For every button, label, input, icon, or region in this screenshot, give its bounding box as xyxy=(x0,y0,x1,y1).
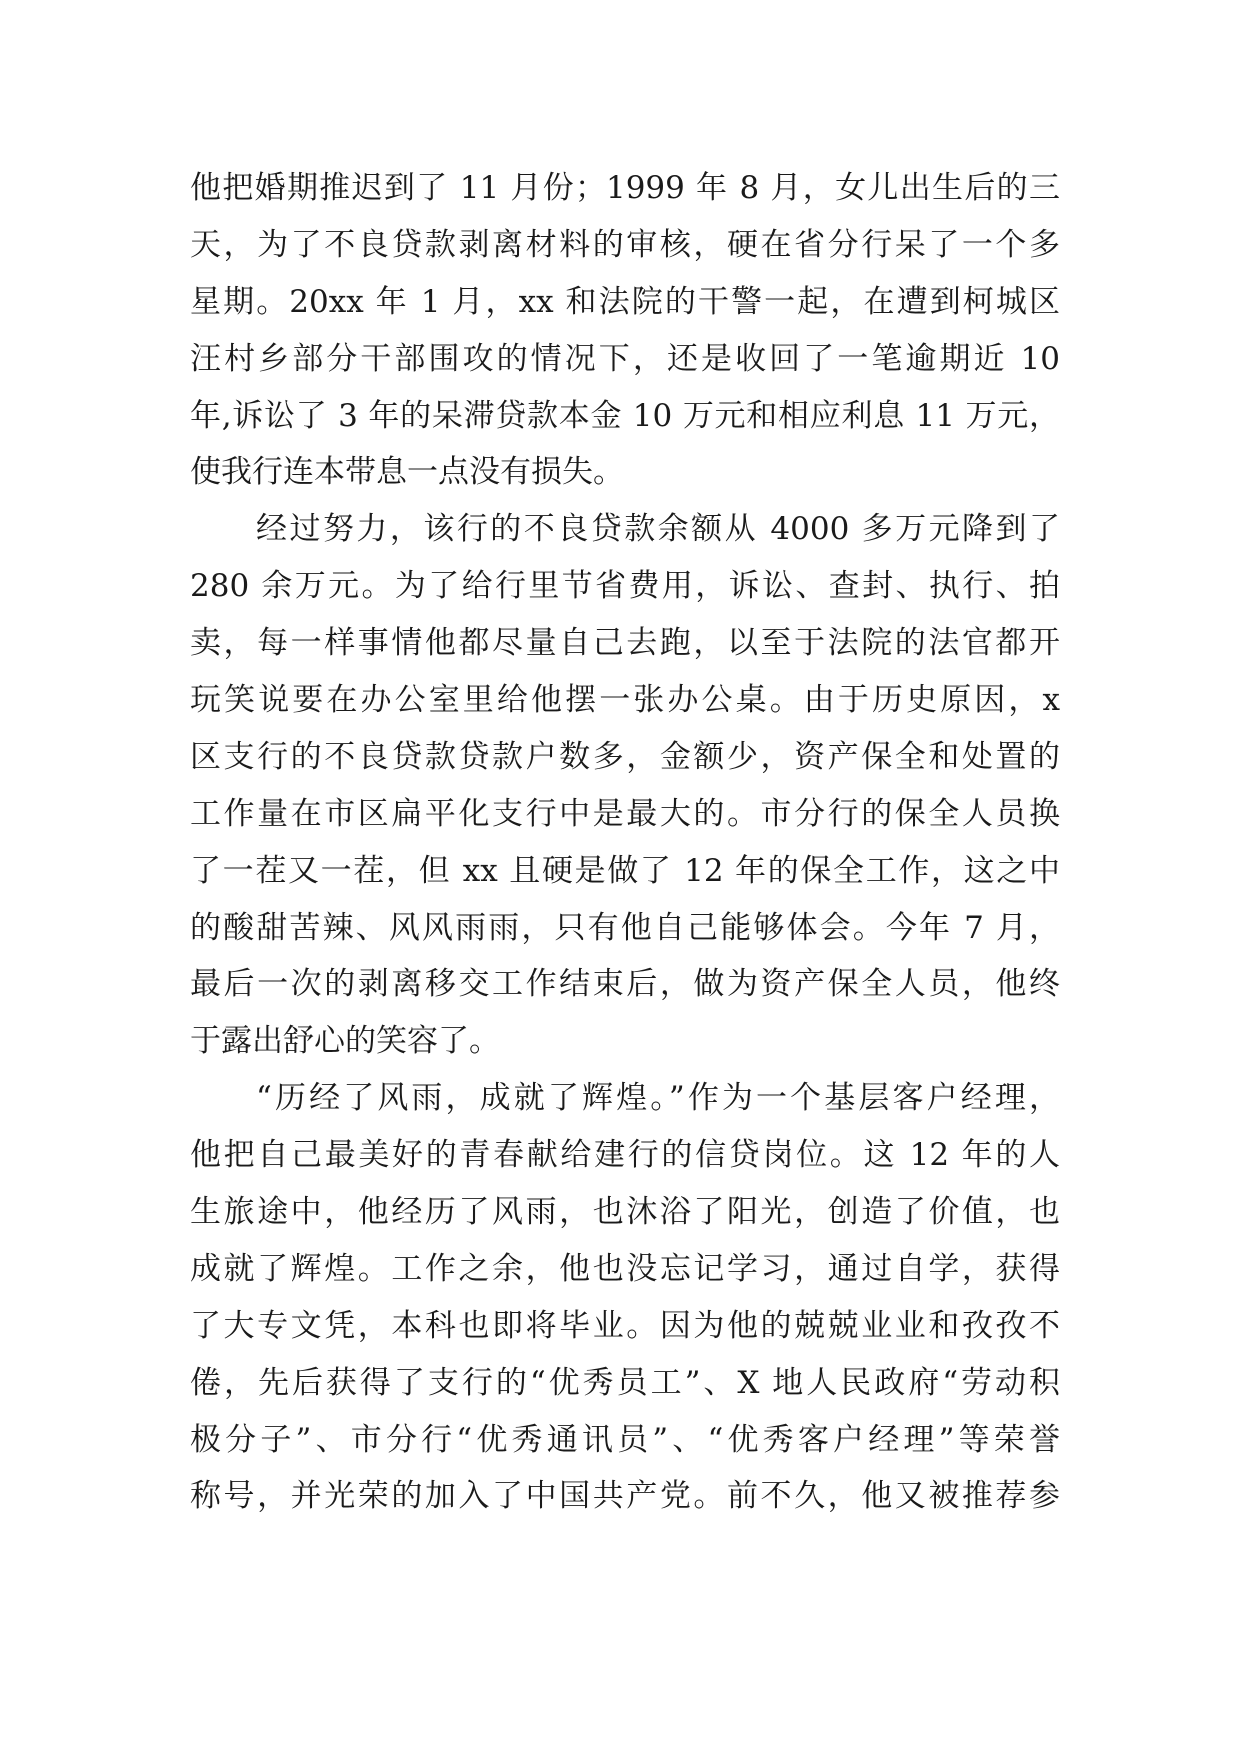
text-line: 极分子”、市分行“优秀通讯员”、“优秀客户经理”等荣誉 xyxy=(190,1421,1060,1458)
text-line: 的酸甜苦辣、风风雨雨，只有他自己能够体会。今年 7 月， xyxy=(190,909,1060,946)
text-line: 倦，先后获得了支行的“优秀员工”、X 地人民政府“劳动积 xyxy=(190,1364,1060,1401)
text-line: 成就了辉煌。工作之余，他也没忘记学习，通过自学，获得 xyxy=(190,1250,1060,1287)
text-line: 星期。20xx 年 1 月，xx 和法院的干警一起，在遭到柯城区 xyxy=(190,283,1060,320)
text-line: 天，为了不良贷款剥离材料的审核，硬在省分行呆了一个多 xyxy=(190,226,1060,263)
paragraph-2 xyxy=(190,501,1060,1070)
text-line: 卖，每一样事情他都尽量自己去跑，以至于法院的法官都开 xyxy=(190,625,1060,662)
body-text xyxy=(190,160,1060,1525)
text-line: 了一茬又一茬，但 xx 且硬是做了 12 年的保全工作，这之中 xyxy=(190,852,1060,889)
text-line: 工作量在市区扁平化支行中是最大的。市分行的保全人员换 xyxy=(190,795,1060,832)
text-line: 生旅途中，他经历了风雨，也沐浴了阳光，创造了价值，也 xyxy=(190,1194,1060,1231)
paragraph-3 xyxy=(190,1070,1060,1525)
paragraph-1 xyxy=(190,160,1060,501)
text-line: 区支行的不良贷款贷款户数多，金额少，资产保全和处置的 xyxy=(190,738,1060,775)
text-line: “历经了风雨，成就了辉煌。”作为一个基层客户经理， xyxy=(256,1080,1060,1117)
text-line: 了大专文凭，本科也即将毕业。因为他的兢兢业业和孜孜不 xyxy=(190,1307,1060,1344)
text-line: 经过努力，该行的不良贷款余额从 4000 多万元降到了 xyxy=(256,511,1060,548)
text-line: 汪村乡部分干部围攻的情况下，还是收回了一笔逾期近 10 xyxy=(190,340,1060,377)
text-line: 使我行连本带息一点没有损失。 xyxy=(190,454,624,491)
text-line: 最后一次的剥离移交工作结束后，做为资产保全人员，他终 xyxy=(190,966,1060,1003)
text-line: 他把婚期推迟到了 11 月份；1999 年 8 月，女儿出生后的三 xyxy=(190,170,1060,206)
text-line: 年,诉讼了 3 年的呆滞贷款本金 10 万元和相应利息 11 万元， xyxy=(190,397,1060,434)
text-line: 称号，并光荣的加入了中国共产党。前不久，他又被推荐参 xyxy=(190,1478,1060,1515)
text-line: 他把自己最美好的青春献给建行的信贷岗位。这 12 年的人 xyxy=(190,1137,1060,1174)
text-line: 玩笑说要在办公室里给他摆一张办公桌。由于历史原因，x xyxy=(190,682,1060,719)
text-line: 280 余万元。为了给行里节省费用，诉讼、查封、执行、拍 xyxy=(190,568,1060,605)
text-line: 于露出舒心的笑容了。 xyxy=(190,1023,500,1060)
